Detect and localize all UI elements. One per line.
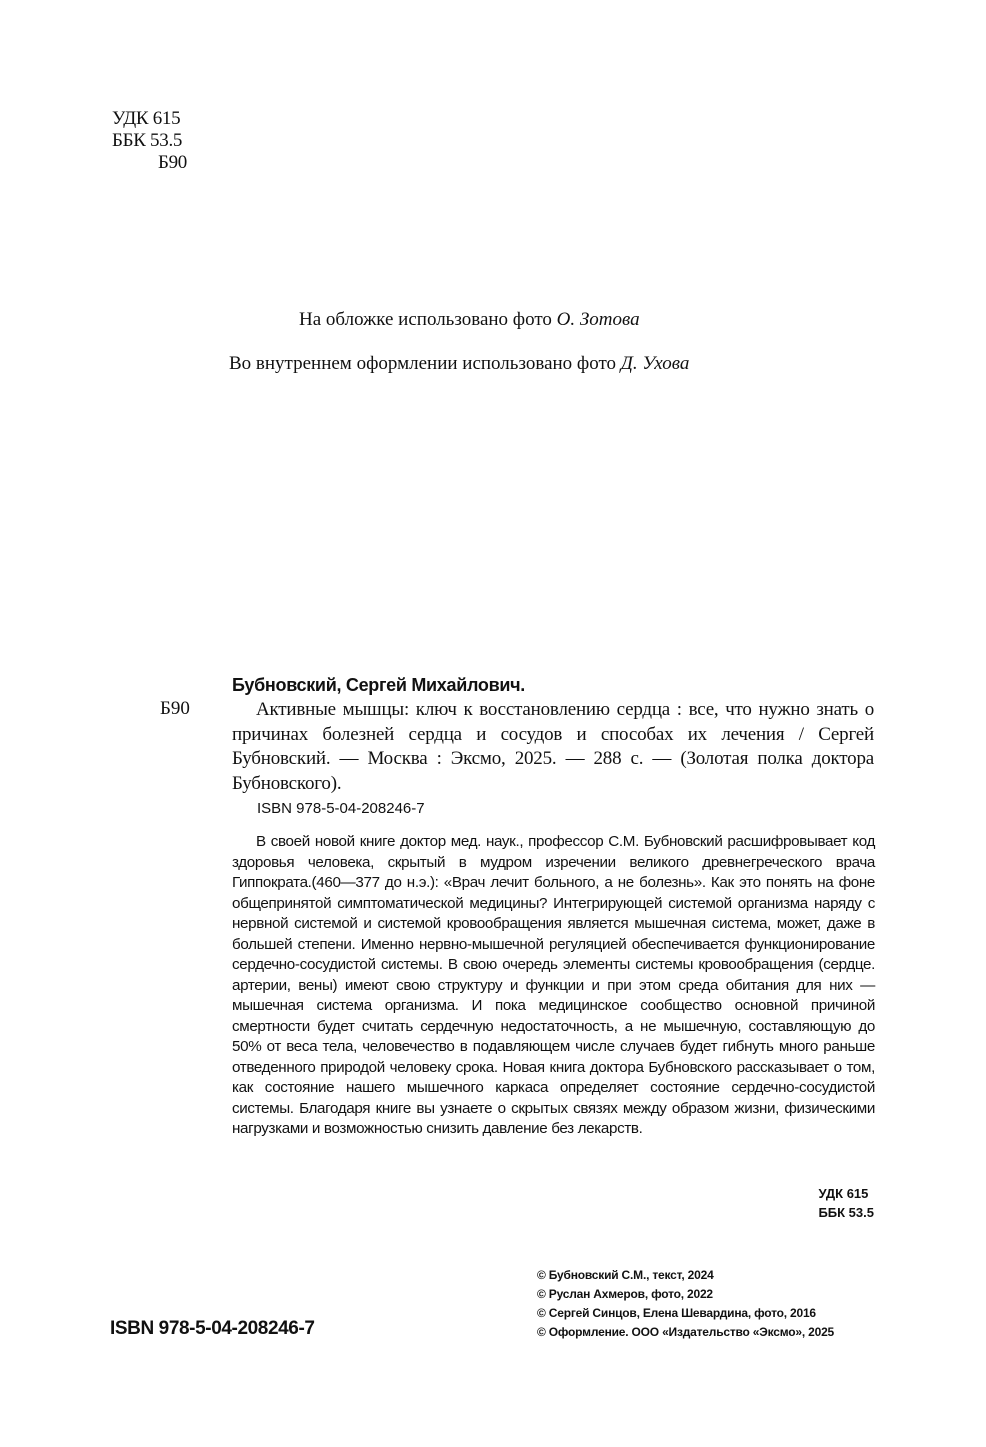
copyright-line: © Руслан Ахмеров, фото, 2022 <box>537 1287 713 1301</box>
copyright-block <box>537 1266 834 1342</box>
classification-codes <box>112 108 187 174</box>
copyright-line: © Бубновский С.М., текст, 2024 <box>537 1268 714 1282</box>
copyright-line: © Сергей Синцов, Елена Шевардина, фото, 2016 <box>537 1306 816 1320</box>
bbk-code: ББК 53.5 <box>112 130 183 151</box>
udk-code-right: УДК 615 <box>818 1186 869 1201</box>
annotation-paragraph: В своей новой книге доктор мед. наук., профессор С.М. Бубновский расшифровывает код здоровья человека, скрытый в мудром изречении великого древнегреческого врача Гиппократа.(460—377 до н.э.): «Врач лечит больного, а не болезнь». Как это понять на фоне общепринятой симптоматической медицины? Интегрирующей системой организма наряду с нервной системой и системой кровообращения является мышечная система, может, даже в большей степени. Именно нервно-мышечной регуляцией обеспечивается функционирование сердечно-сосудистой системы. В свою очередь элементы системы кровообращения (сердце. артерии, вены) имеют свою структуру и функции и при этом среда обитания для них — мышечная система организма. И пока медицинское сообщество основной причиной смертности будет считать сердечную недостаточность, а не мышечную, составляющую до 50% от веса тела, человечество в подавляющем числе случаев будет гибнуть много раньше отведенного природой человеку срока. Новая книга доктора Бубновского рассказывает о том, как состояние нашего мышечного каркаса определяет состояние сердечно-сосудистой системы. Благодаря книге вы узнаете о скрытых связях между образом жизни, физическими нагрузками и возможностью снизить давление без лекарств. <box>232 833 875 1137</box>
cover-credit-text: На обложке использовано фото <box>299 309 557 330</box>
cover-photo-credit <box>299 309 640 331</box>
interior-photo-credit <box>229 353 689 375</box>
footer-isbn: ISBN 978-5-04-208246-7 <box>110 1318 315 1339</box>
interior-credit-text: Во внутреннем оформлении использовано фото <box>229 353 621 374</box>
bibliographic-code: Б90 <box>160 698 190 719</box>
author-heading: Бубновский, Сергей Михайлович. <box>232 675 525 695</box>
classification-codes-right <box>818 1184 874 1222</box>
bibliographic-isbn: ISBN 978-5-04-208246-7 <box>257 800 425 817</box>
copyright-line: © Оформление. ООО «Издательство «Эксмо», 2025 <box>537 1325 835 1339</box>
udk-code: УДК 615 <box>112 108 181 129</box>
bbk-code-right: ББК 53.5 <box>818 1205 874 1220</box>
bibliographic-description: Активные мышцы: ключ к восстановлению сердца : все, что нужно знать о причинах болезней сердца и сосудов и способах их лечения / Сергей Бубновский. — Москва : Эксмо, 2025. — 288 с. — (Золотая полка доктора Бубновского). <box>232 699 874 794</box>
author-mark: Б90 <box>158 152 188 173</box>
interior-photographer: Д. Ухова <box>620 353 690 374</box>
cover-photographer: О. Зотова <box>556 309 640 330</box>
